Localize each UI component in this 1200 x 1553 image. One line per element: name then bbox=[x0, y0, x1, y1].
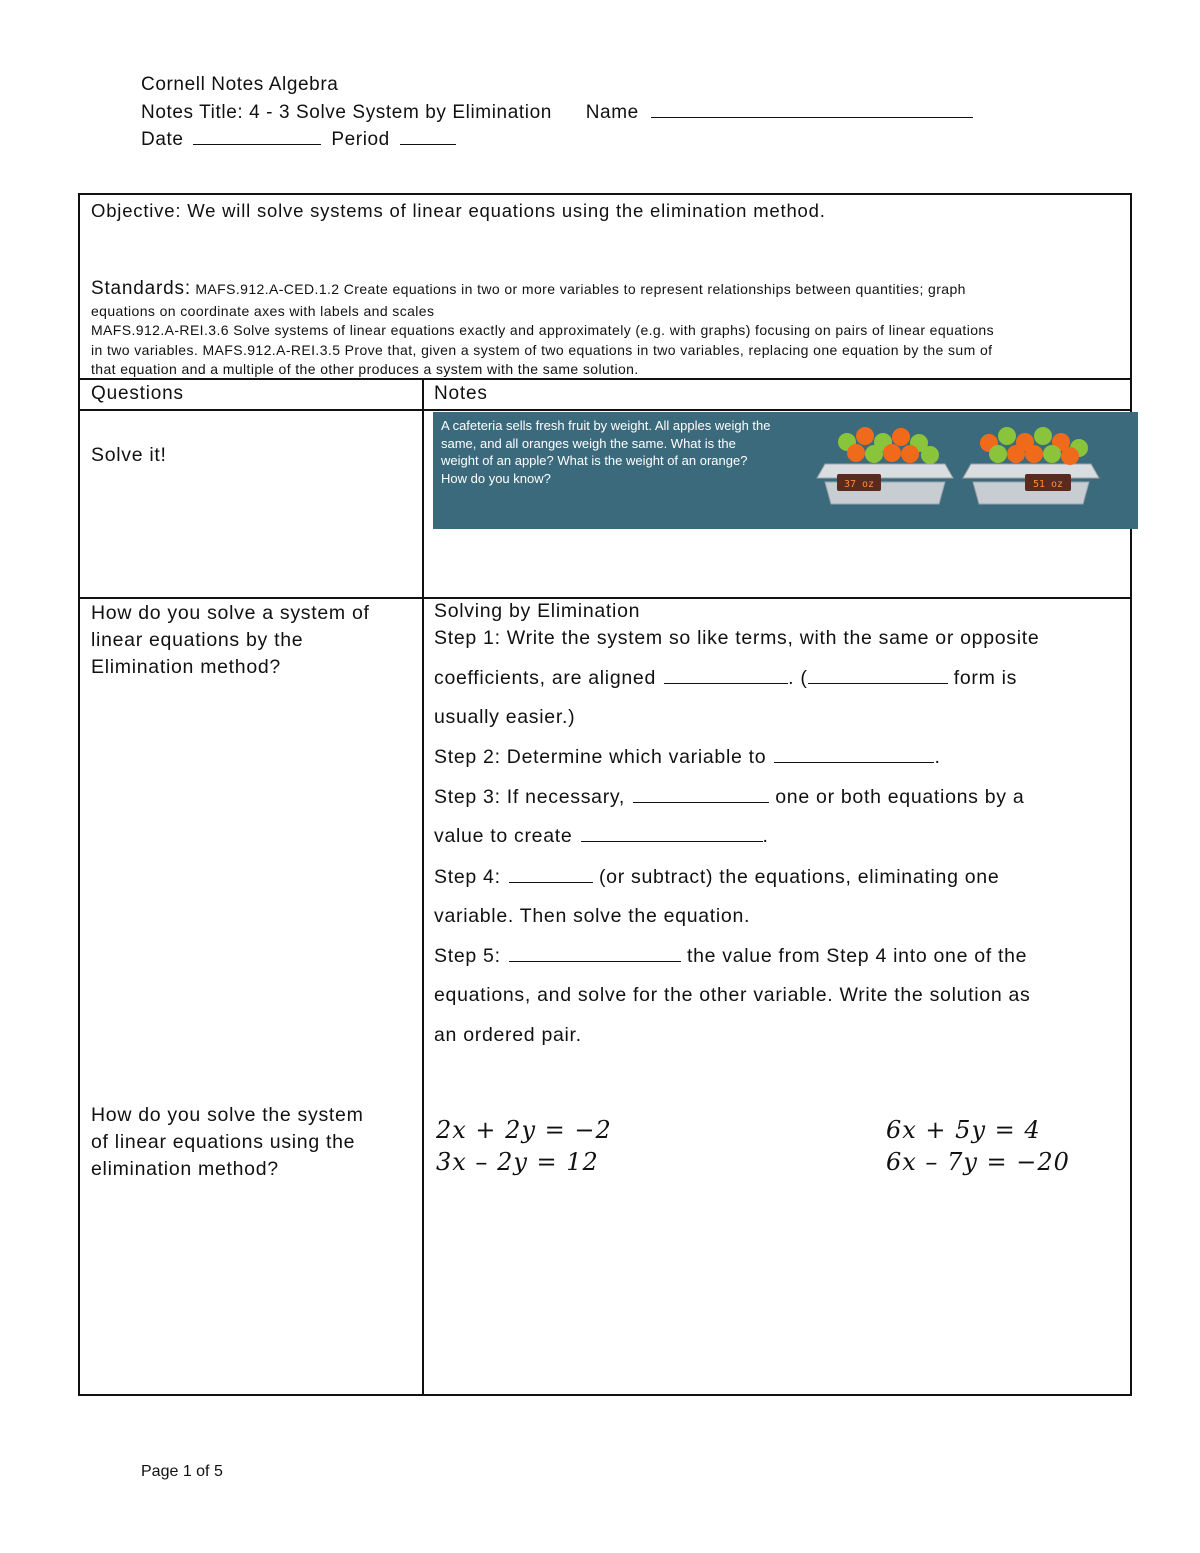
step-text: . ( bbox=[788, 667, 808, 689]
date-blank[interactable] bbox=[193, 128, 321, 145]
step-5-line-2: equations, and solve for the other variable. Write the solution as bbox=[434, 984, 1031, 1006]
step-text: (or subtract) the equations, eliminating one bbox=[598, 866, 1000, 888]
standards-text-1: MAFS.912.A-CED.1.2 Create equations in two or more variables to represent relationships between quantities; graph bbox=[195, 281, 966, 297]
step-text: form is bbox=[953, 667, 1018, 689]
step-2-line bbox=[434, 746, 941, 769]
banner-line: A cafeteria sells fresh fruit by weight. All apples weigh the bbox=[441, 418, 771, 433]
question-elimination-method bbox=[91, 600, 370, 681]
notes-heading-elimination: Solving by Elimination bbox=[434, 600, 641, 622]
cafeteria-problem-banner bbox=[433, 412, 1138, 529]
questions-heading: Questions bbox=[91, 383, 184, 404]
step-5-blank[interactable] bbox=[509, 945, 681, 962]
standards-line-5: that equation and a multiple of the other produces a system with the same solution. bbox=[91, 361, 639, 377]
notes-title: Notes Title: 4 - 3 Solve System by Elimination bbox=[141, 102, 552, 123]
system-2-equation-1: 6x + 5y = 4 bbox=[886, 1116, 1041, 1144]
step-5-line-1 bbox=[434, 945, 1027, 968]
standards-line-2: equations on coordinate axes with labels and scales bbox=[91, 303, 435, 319]
notes-heading: Notes bbox=[434, 383, 488, 404]
standards-label: Standards: bbox=[91, 278, 191, 299]
step-1-line-3: usually easier.) bbox=[434, 706, 576, 728]
step-1-line-1: Step 1: Write the system so like terms, with the same or opposite bbox=[434, 627, 1040, 649]
system-1-equation-1: 2x + 2y = −2 bbox=[436, 1116, 612, 1144]
step-5-line-3: an ordered pair. bbox=[434, 1024, 582, 1046]
question-solve-system bbox=[91, 1102, 364, 1183]
header-course: Cornell Notes Algebra bbox=[141, 74, 339, 95]
step-3-line-2 bbox=[434, 825, 769, 848]
left-scale-reading: 37 oz bbox=[843, 479, 875, 490]
step-text: . bbox=[934, 746, 941, 768]
banner-line: weight of an apple? What is the weight of an orange? bbox=[441, 453, 748, 468]
step-text: Step 4: bbox=[434, 866, 501, 888]
left-scale-icon bbox=[817, 427, 953, 504]
question-line: How do you solve a system of bbox=[91, 602, 370, 624]
step-text: the value from Step 4 into one of the bbox=[686, 945, 1028, 967]
step-3-blank-create[interactable] bbox=[581, 825, 763, 842]
step-4-line-2: variable. Then solve the equation. bbox=[434, 905, 751, 927]
period-label: Period bbox=[331, 129, 390, 150]
step-3-line-1 bbox=[434, 786, 1024, 809]
right-scale-icon bbox=[963, 427, 1099, 504]
step-1-blank-form[interactable] bbox=[808, 667, 948, 684]
question-line: linear equations by the bbox=[91, 629, 304, 651]
divider-solve-it bbox=[78, 597, 1132, 599]
standards-line-1 bbox=[91, 278, 966, 300]
question-line: Elimination method? bbox=[91, 656, 281, 678]
divider-objective bbox=[78, 378, 1132, 380]
name-label: Name bbox=[585, 102, 639, 123]
divider-column-heads bbox=[78, 409, 1132, 411]
step-1-line-2 bbox=[434, 667, 1017, 690]
step-text: Step 2: Determine which variable to bbox=[434, 746, 767, 768]
question-line: elimination method? bbox=[91, 1158, 279, 1180]
question-line: of linear equations using the bbox=[91, 1131, 356, 1153]
right-scale-reading: 51 oz bbox=[1032, 479, 1064, 490]
step-4-line-1 bbox=[434, 866, 999, 889]
system-1-equation-2: 3x – 2y = 12 bbox=[436, 1148, 599, 1176]
period-blank[interactable] bbox=[400, 128, 456, 145]
standards-line-3: MAFS.912.A-REI.3.6 Solve systems of linear equations exactly and approximately (e.g. with graphs) focusing on pairs of linear equations bbox=[91, 322, 994, 338]
step-text: value to create bbox=[434, 825, 573, 847]
question-solve-it: Solve it! bbox=[91, 444, 167, 466]
column-divider bbox=[422, 378, 424, 1396]
objective-text: Objective: We will solve systems of linear equations using the elimination method. bbox=[91, 200, 826, 221]
step-text: coefficients, are aligned bbox=[434, 667, 657, 689]
page-number: Page 1 of 5 bbox=[141, 1463, 223, 1480]
fruit-scales-illustration bbox=[433, 412, 1138, 529]
header-title-row bbox=[141, 101, 973, 124]
step-text: one or both equations by a bbox=[775, 786, 1025, 808]
question-line: How do you solve the system bbox=[91, 1104, 364, 1126]
step-text: . bbox=[762, 825, 769, 847]
standards-line-4: in two variables. MAFS.912.A-REI.3.5 Prove that, given a system of two equations in two variables, replacing one equation by the sum of bbox=[91, 342, 993, 358]
step-1-blank-aligned[interactable] bbox=[664, 667, 788, 684]
step-3-blank-multiply[interactable] bbox=[633, 786, 769, 803]
step-4-blank[interactable] bbox=[509, 866, 593, 883]
step-text: Step 5: bbox=[434, 945, 501, 967]
name-blank[interactable] bbox=[651, 101, 973, 118]
header-date-row bbox=[141, 128, 456, 151]
banner-line: same, and all oranges weigh the same. What is the bbox=[441, 435, 736, 451]
step-2-blank[interactable] bbox=[774, 746, 934, 763]
system-2-equation-2: 6x – 7y = −20 bbox=[886, 1148, 1070, 1176]
banner-line: How do you know? bbox=[441, 470, 551, 486]
date-label: Date bbox=[141, 129, 184, 150]
step-text: Step 3: If necessary, bbox=[434, 786, 626, 808]
